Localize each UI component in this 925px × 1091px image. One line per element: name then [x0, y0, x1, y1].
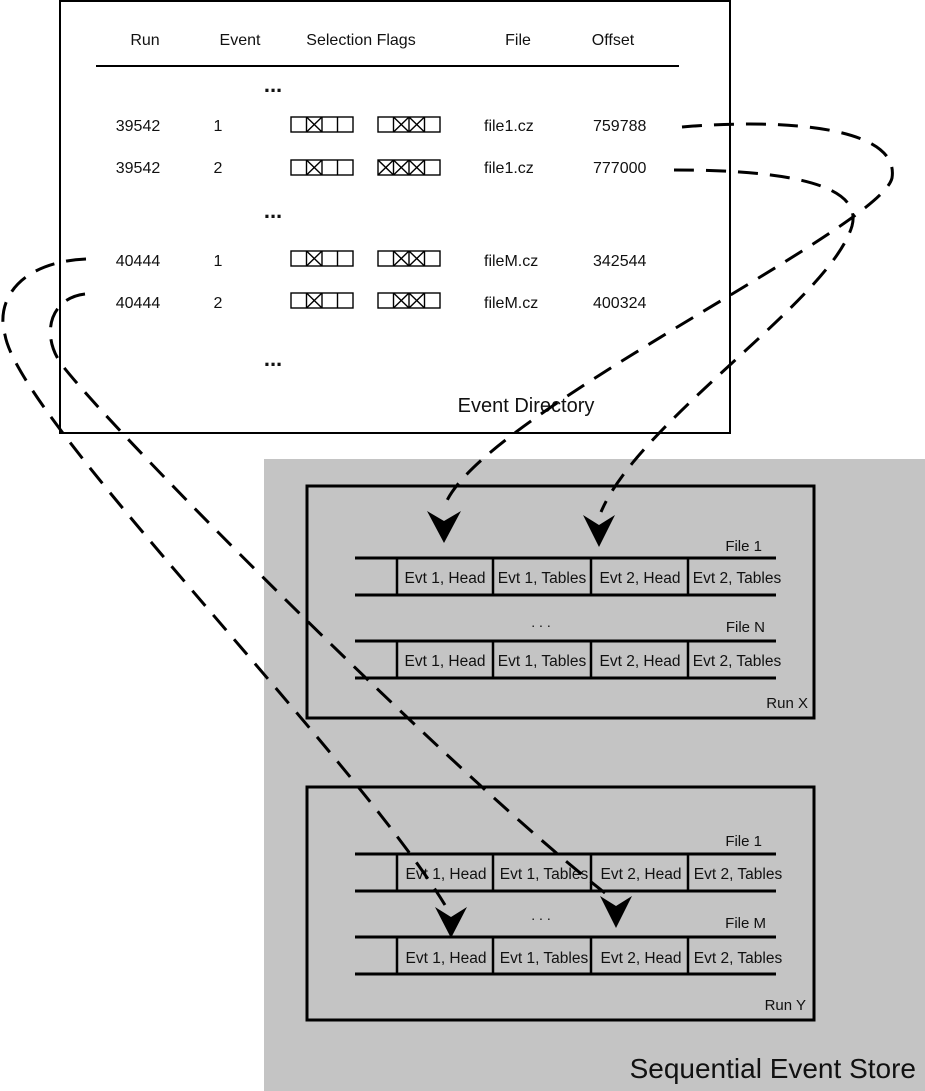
- column-header-file: File: [505, 32, 531, 49]
- selection-flags-group-b: [378, 251, 440, 266]
- directory-ellipsis-bottom: ...: [263, 346, 283, 371]
- row-file: fileM.cz: [484, 253, 539, 270]
- selection-flags-group-a: [291, 293, 353, 308]
- row-event: 2: [213, 160, 223, 177]
- row-run: 39542: [115, 160, 161, 177]
- cell-evt1-head: Evt 1, Head: [405, 950, 487, 967]
- cell-evt1-tables: Evt 1, Tables: [497, 653, 587, 670]
- row-file: file1.cz: [484, 118, 534, 135]
- selection-flags-group-b: [378, 117, 440, 132]
- row-event: 1: [213, 118, 223, 135]
- selection-flags-group-b: [378, 293, 440, 308]
- cell-evt2-head: Evt 2, Head: [599, 570, 681, 587]
- cell-evt2-tables: Evt 2, Tables: [692, 653, 782, 670]
- row-offset: 759788: [593, 118, 647, 135]
- file-label: File 1: [725, 833, 762, 850]
- event-directory-title: Event Directory: [457, 395, 595, 417]
- run-label: Run Y: [764, 997, 806, 1014]
- store-ellipsis: . . .: [531, 907, 551, 923]
- selection-flags-group-a: [291, 251, 353, 266]
- row-offset: 400324: [593, 295, 647, 312]
- row-run: 40444: [115, 253, 161, 270]
- cell-evt2-head: Evt 2, Head: [600, 950, 682, 967]
- selection-flags-group-a: [291, 117, 353, 132]
- column-header-event: Event: [219, 32, 261, 49]
- cell-evt2-tables: Evt 2, Tables: [693, 866, 783, 883]
- cell-evt1-head: Evt 1, Head: [404, 570, 486, 587]
- row-run: 39542: [115, 118, 161, 135]
- cell-evt1-tables: Evt 1, Tables: [499, 866, 589, 883]
- file-label: File M: [725, 915, 766, 932]
- event-store-title: Sequential Event Store: [629, 1053, 916, 1084]
- row-event: 1: [213, 253, 223, 270]
- cell-evt2-head: Evt 2, Head: [599, 653, 681, 670]
- cell-evt2-tables: Evt 2, Tables: [692, 570, 782, 587]
- cell-evt1-head: Evt 1, Head: [404, 653, 486, 670]
- column-header-offset: Offset: [591, 32, 635, 49]
- cell-evt2-tables: Evt 2, Tables: [693, 950, 783, 967]
- row-file: file1.cz: [484, 160, 534, 177]
- row-event: 2: [213, 295, 223, 312]
- file-label: File N: [725, 619, 765, 636]
- row-run: 40444: [115, 295, 161, 312]
- row-offset: 342544: [593, 253, 647, 270]
- row-file: fileM.cz: [484, 295, 539, 312]
- selection-flags-group-a: [291, 160, 353, 175]
- cell-evt1-tables: Evt 1, Tables: [497, 570, 587, 587]
- row-offset: 777000: [593, 160, 647, 177]
- cell-evt1-head: Evt 1, Head: [405, 866, 487, 883]
- file-label: File 1: [725, 538, 762, 555]
- column-header-run: Run: [130, 32, 160, 49]
- directory-ellipsis-top: ...: [263, 72, 283, 97]
- store-ellipsis: . . .: [531, 614, 551, 630]
- run-label: Run X: [766, 695, 808, 712]
- cell-evt1-tables: Evt 1, Tables: [499, 950, 589, 967]
- event-store-background: [264, 459, 925, 1091]
- cell-evt2-head: Evt 2, Head: [600, 866, 682, 883]
- directory-ellipsis-middle: ...: [263, 198, 283, 223]
- column-header-selection-flags: Selection Flags: [306, 32, 416, 49]
- selection-flags-group-b: [378, 160, 440, 175]
